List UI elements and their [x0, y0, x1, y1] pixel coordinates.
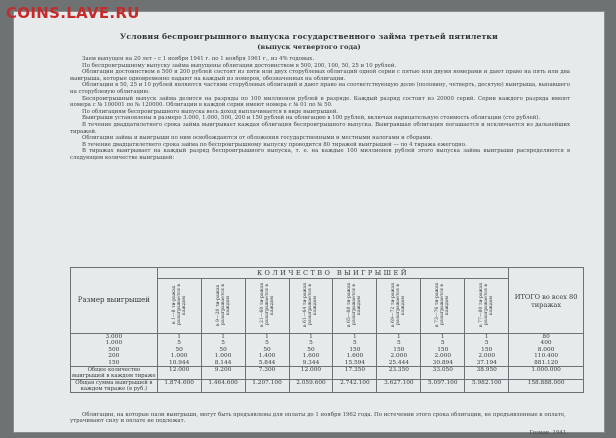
per-draw-value: 38.950 [465, 367, 509, 380]
paragraph: Беспроигрышный выпуск займа делится на разряды по 100 миллионов рублей в разряде. Каждый разряд состоит из 20000 серий. Серии каждого разряда имеют номера с № 100001 по № 120000. Облигации в каждой серии имеют номера с № 01 по № 50. [70, 95, 570, 109]
draw-column-header: в 65—68 ти-ражах разыгрывается в каждом [333, 279, 377, 334]
sum-label: Общая сумма выигрышей в каждом тираже (в руб.) [71, 380, 158, 393]
sum-total: 158.888.000 [509, 380, 584, 393]
draw-values-cell: 1 5 50 1.400 5.844 [245, 334, 289, 367]
totals-cell: 80 400 8.000 110.400 881.120 [509, 334, 584, 367]
quantity-header: КОЛИЧЕСТВО ВЫИГРЫШЕЙ [157, 268, 509, 279]
sum-value: 3.627.100 [377, 380, 421, 393]
bond-reverse-page [14, 12, 604, 436]
site-watermark: COINS.LAVE.RU [6, 4, 140, 22]
prize-table [70, 267, 584, 393]
per-draw-value: 9.200 [201, 367, 245, 380]
per-draw-value: 17.350 [333, 367, 377, 380]
draw-values-cell: 1 5 150 2.000 30.894 [421, 334, 465, 367]
per-draw-value: 12.000 [157, 367, 201, 380]
draw-column-header: в 9—20 ти-ражах разыгрывается в каждом [201, 279, 245, 334]
draw-column-header: в 73—76 ти-ражах разыгрывается в каждом [421, 279, 465, 334]
paragraph: В течение двадцатилетнего срока займа выигрывает каждая облигация беспроигрышного выпуска. Выигравшая облигация погашается и исключается из дальнейших тиражей. [70, 121, 570, 135]
sum-value: 5.097.100 [421, 380, 465, 393]
per-draw-value: 33.050 [421, 367, 465, 380]
sum-value: 1.207.100 [245, 380, 289, 393]
paragraph: Облигации займа и выигрыши по ним освобождаются от обложения государственными и местными налогами и сборами. [82, 135, 433, 142]
draw-column-header: в 1—8 ти-ражах разыгрывается в каждом [157, 279, 201, 334]
per-draw-total: 1.000.000 [509, 367, 584, 380]
printer-imprint: Гознак. 1941. [529, 430, 568, 436]
draw-values-cell: 1 5 50 1.000 8.144 [201, 334, 245, 367]
total-header: ИТОГО во всех 80 тиражах [509, 268, 584, 334]
draw-column-header: в 61—64 ти-ражах разыгрывается в каждом [289, 279, 333, 334]
paragraph: В тиражах выигрывает на каждый разряд беспроигрышного выпуска, т. е. на каждые 100 миллионов рублей этого выпуска займа выигрыши распределяются в следующем количестве выигрышей: [70, 148, 570, 161]
paragraph: Выигрыши установлены в размере 3.000, 1.000, 500, 200 и 150 рублей на облигацию в 100 рублей, включая нарицательную стоимость облигации (сто рублей). [82, 115, 541, 122]
paragraph: В течение двадцатилетнего срока займа по беспроигрышному выпуску проводится 80 тиражей выигрышей — по 4 тиража ежегодно. [82, 141, 467, 148]
paragraph: По облигациям беспроигрышного выпуска весь доход выплачивается в виде выигрышей. [82, 108, 339, 115]
sum-value: 2.059.600 [289, 380, 333, 393]
sum-value: 2.742.100 [333, 380, 377, 393]
draw-values-cell: 1 5 150 1.600 15.594 [333, 334, 377, 367]
per-draw-value: 7.300 [245, 367, 289, 380]
per-draw-value: 23.350 [377, 367, 421, 380]
redemption-note [70, 412, 584, 425]
draw-values-cell: 1 5 50 1.600 9.344 [289, 334, 333, 367]
document-subtitle: (выпуск четвертого года) [257, 43, 361, 51]
paragraph: По беспроигрышному выпуску займа выпущены облигации достоинством в 500, 200, 100, 50, 25 и 10 рублей. [82, 62, 397, 69]
paragraph: Облигации, на которые пали выигрыши, могут быть предъявлены для оплаты до 1 ноября 1962 года. По истечении этого срока облигации, не предъявленные к оплате, утрачивают силу и оплате не подлежат. [70, 412, 566, 425]
conditions-text [70, 56, 570, 162]
sum-value: 5.982.100 [465, 380, 509, 393]
prize-sizes-cell: 3.000 1.000 500 200 150 [71, 334, 158, 367]
per-draw-value: 12.000 [289, 367, 333, 380]
size-header: Размер выигрышей [71, 268, 158, 334]
document-title: Условия беспроигрышного выпуска государственного займа третьей пятилетки [120, 32, 498, 41]
sum-value: 1.874.600 [157, 380, 201, 393]
per-draw-label: Общее количество выигрышей в каждом тираже [72, 367, 156, 380]
paragraph: Заем выпущен на 20 лет – с 1 ноября 1941 г. по 1 ноября 1961 г., из 4% годовых. [82, 56, 315, 62]
paragraph: Облигации в 50, 25 и 10 рублей являются частями сторублевых облигаций и дают право на соответствующую долю (половину, четверть, десятую) выигрыша, выпавшего на сторублевую облигацию. [70, 82, 570, 95]
draw-column-header: в 21—60 ти-ражах разыгрывается в каждом [245, 279, 289, 334]
draw-column-header: в 69—72 ти-ражах разыгрывается в каждом [377, 279, 421, 334]
draw-column-header: в 77—80 ти-ражах разыгрывается в каждом [465, 279, 509, 334]
draw-values-cell: 1 5 150 2.000 25.444 [377, 334, 421, 367]
paragraph: Облигации достоинством в 500 и 200 рублей состоят из пяти или двух сторублевых облигаций одной серии с пятью или двумя номерами и дают право на пять или два выигрыша, которые одновременно падают на каждый из номеров, обозначенных на облигации. [70, 69, 570, 82]
sum-value: 1.464.600 [201, 380, 245, 393]
draw-values-cell: 1 5 50 1.000 10.944 [157, 334, 201, 367]
draw-values-cell: 1 5 150 2.000 37.194 [465, 334, 509, 367]
